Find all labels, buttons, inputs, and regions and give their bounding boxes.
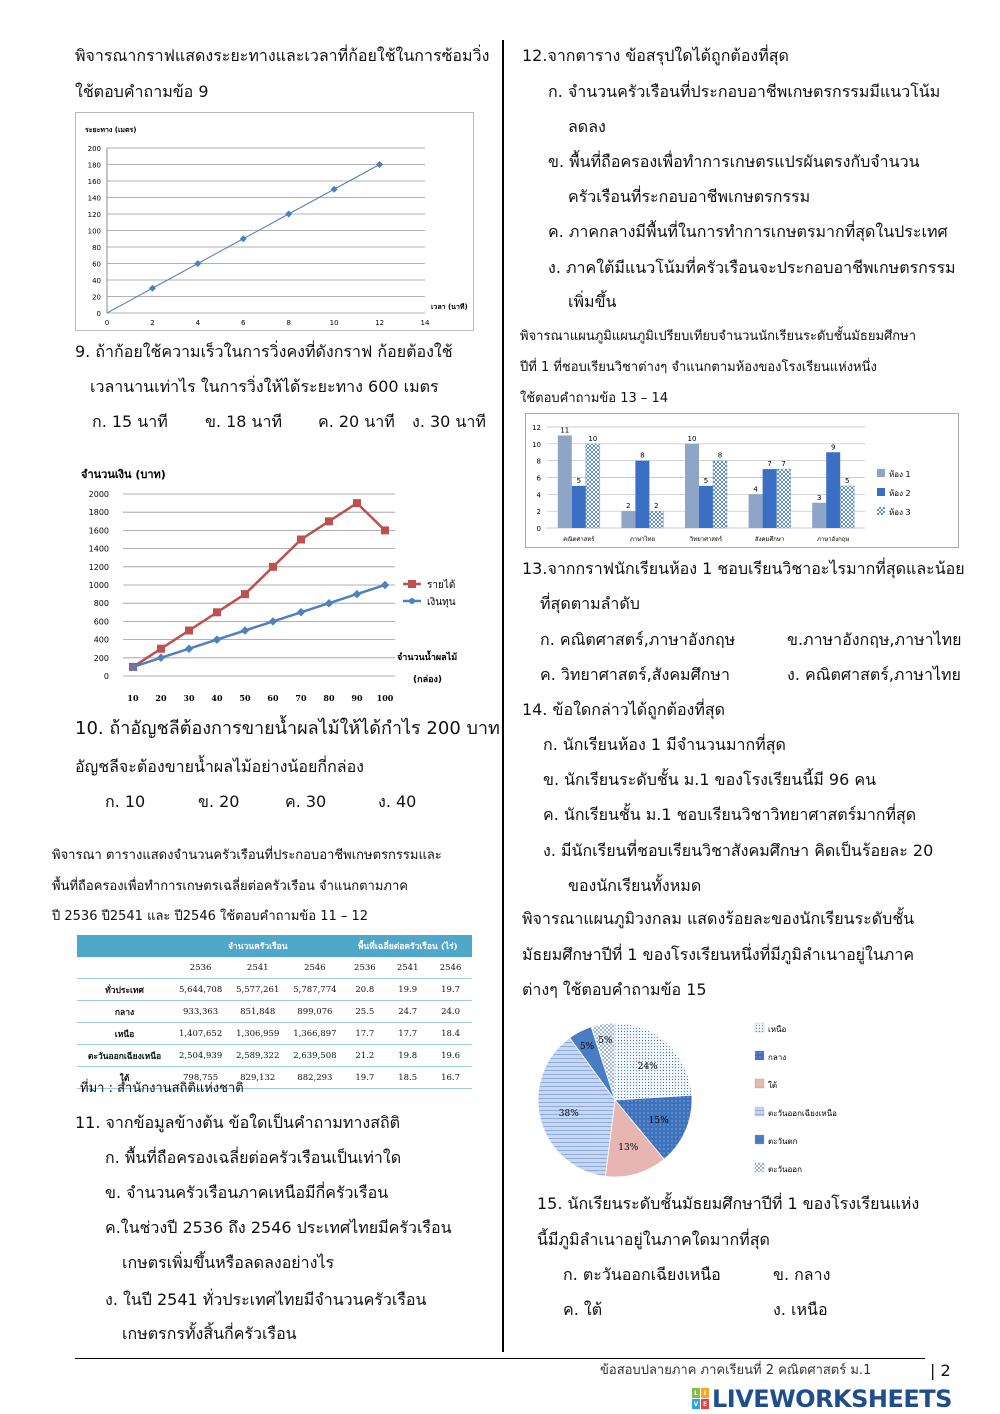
bar-1 [635, 461, 649, 528]
bar-value-label: 11 [560, 426, 570, 435]
question-13: ที่สุดตามลำดับ [540, 594, 640, 613]
bar-value-label: 2 [626, 502, 631, 511]
column-divider [502, 40, 504, 1352]
bar-value-label: 5 [844, 476, 850, 485]
table-cell: 16.7 [429, 1067, 472, 1089]
data-point [297, 608, 305, 616]
x-tick-label: 80 [323, 693, 335, 703]
data-point [241, 626, 249, 634]
liveworksheets-logo: LIVEWORKSHEETS [712, 1385, 952, 1413]
bar-value-label: 3 [816, 493, 822, 502]
x-tick-label: 90 [351, 693, 363, 703]
question-9: 9. ถ้าก้อยใช้ความเร็วในการวิ่งคงที่ดังกราฟ ก้อยต้องใช้ [75, 342, 453, 361]
q12-option-cont: ครัวเรือนที่ระกอบอาชีพเกษตรกรรม [568, 187, 811, 206]
legend-swatch [877, 488, 885, 496]
table-cell: 17.7 [343, 1023, 386, 1045]
footer-text: ข้อสอบปลายภาค ภาคเรียนที่ 2 คณิตศาสตร์ ม.1 [600, 1363, 872, 1378]
question-11: 11. จากข้อมูลข้างต้น ข้อใดเป็นคำถามทางสถิติ [75, 1113, 401, 1132]
intro-q9: พิจารณากราฟแสดงระยะทางและเวลาที่ก้อยใช้ในการซ้อมวิ่ง [75, 46, 490, 65]
data-point [213, 608, 221, 616]
question-15: 15. นักเรียนระดับชั้นมัธยมศึกษาปีที่ 1 ของโรงเรียนแห่ง [537, 1194, 920, 1213]
legend-label: รายได้ [427, 580, 456, 591]
intro-q11: พิจารณา ตารางแสดงจำนวนครัวเรือนที่ประกอบอาชีพเกษตรกรรมและ [52, 848, 442, 863]
legend-swatch [755, 1107, 764, 1116]
intro-q11: พื้นที่ถือครองเพื่อทำการเกษตรเฉลี่ยต่อครัวเรือน จำแนกตามภาค [52, 879, 408, 894]
intro-q15: ต่างๆ ใช้ตอบคำถามข้อ 15 [522, 980, 707, 999]
y-tick-label: 200 [93, 653, 109, 663]
data-point [353, 499, 361, 507]
legend-swatch [755, 1079, 764, 1088]
question-12: 12.จากตาราง ข้อสรุปใดได้ถูกต้องที่สุด [522, 46, 789, 65]
table-year-header: 2541 [229, 957, 286, 979]
y-tick-label: 60 [92, 260, 101, 269]
data-point [269, 563, 277, 571]
legend-label: ห้อง 2 [889, 489, 911, 498]
legend-swatch [877, 469, 885, 477]
subjects-bar-chart [525, 413, 960, 549]
table-row-header: ตะวันออกเฉียงเหนือ [77, 1045, 172, 1067]
question-14: 14. ข้อใดกล่าวได้ถูกต้องที่สุด [522, 700, 726, 719]
x-tick-label: 6 [241, 319, 246, 327]
bar-2 [777, 469, 791, 528]
intro-q13: พิจารณาแผนภูมิแผนภูมิเปรียบเทียบจำนวนนักเรียนระดับชั้นมัธยมศึกษา [520, 329, 917, 344]
legend-swatch [755, 1163, 764, 1172]
y-tick-label: 1800 [88, 508, 109, 518]
y-tick-label: 0 [103, 672, 109, 681]
table-cell: 19.7 [429, 979, 472, 1001]
x-axis-label: จำนวนน้ำผลไม้ [397, 653, 458, 663]
legend-label: ห้อง 1 [889, 470, 911, 479]
y-tick-label: 1200 [88, 562, 109, 572]
badge-letter: E [702, 1400, 708, 1408]
table-cell: 5,787,774 [286, 979, 343, 1001]
legend-label: กลาง [768, 1053, 787, 1062]
bar-1 [826, 452, 840, 528]
y-tick-label: 0 [536, 525, 541, 533]
y-tick-label: 10 [532, 440, 541, 449]
bar-0 [685, 444, 699, 528]
bar-2 [649, 511, 663, 528]
x-tick-label: 4 [195, 319, 201, 327]
data-point [157, 654, 165, 662]
table-row [77, 979, 472, 1001]
x-tick-label: 14 [420, 319, 430, 327]
table-year-header: 2546 [429, 957, 472, 979]
y-tick-label: 4 [536, 491, 541, 500]
table-cell: 20.8 [343, 979, 386, 1001]
q15-option[interactable]: ก. ตะวันออกเฉียงเหนือ [563, 1265, 721, 1284]
table-year-header: 2541 [386, 957, 429, 979]
q14-option[interactable]: ข. นักเรียนระดับชั้น ม.1 ของโรงเรียนนี้มี 96 คน [543, 770, 877, 789]
table-cell: 5,644,708 [172, 979, 229, 1001]
table-source: ที่มา : สำนักงานสถิติแห่งชาติ [80, 1081, 244, 1096]
table-cell: 25.5 [343, 1001, 386, 1023]
table-cell: 21.2 [343, 1045, 386, 1067]
bar-0 [558, 435, 572, 528]
data-point [381, 581, 389, 589]
y-tick-label: 80 [92, 244, 101, 252]
table-cell: 5,577,261 [229, 979, 286, 1001]
bar-value-label: 9 [830, 443, 836, 452]
x-tick-label: 30 [183, 693, 195, 703]
q13-option[interactable]: ง. คณิตศาสตร์,ภาษาไทย [787, 665, 961, 684]
legend-marker [408, 580, 416, 588]
q9-option[interactable]: ก. 15 นาที [92, 412, 168, 431]
legend-label: ตะวันตก [768, 1137, 798, 1146]
table-row-header: ทั่วประเทศ [77, 979, 172, 1001]
legend-marker [409, 598, 415, 604]
y-tick-label: 2 [536, 508, 541, 517]
x-axis-label: (กล่อง) [413, 675, 442, 685]
q12-option[interactable]: ค. ภาคกลางมีพื้นที่ในการทำการเกษตรมากที่สุดในประเทศ [548, 222, 948, 241]
y-tick-label: 8 [536, 457, 541, 466]
y-tick-label: 180 [87, 161, 101, 170]
x-tick-label: ภาษาอังกฤษ [816, 536, 850, 543]
table-cell: 882,293 [286, 1067, 343, 1089]
q10-option[interactable]: ข. 20 [198, 792, 240, 811]
legend-label: ใต้ [768, 1081, 778, 1090]
q12-option[interactable]: ข. พื้นที่ถือครองเพื่อทำการเกษตรแปรผันตรงกับจำนวน [548, 152, 920, 171]
y-tick-label: 1400 [88, 544, 109, 554]
table-cell: 19.7 [343, 1067, 386, 1089]
table-cell: 17.7 [386, 1023, 429, 1045]
pie-value-label: 5% [598, 1036, 613, 1047]
x-tick-label: วิทยาศาสตร์ [689, 536, 723, 543]
legend-swatch [755, 1051, 764, 1060]
bar-0 [621, 511, 635, 528]
bar-value-label: 2 [654, 502, 659, 511]
legend-swatch [877, 507, 885, 515]
x-tick-label: 10 [329, 319, 339, 327]
q10-option[interactable]: ค. 30 [285, 792, 327, 811]
q15-option[interactable]: ค. ใต้ [563, 1300, 603, 1319]
y-tick-label: 800 [93, 599, 109, 609]
table-row-header: กลาง [77, 1001, 172, 1023]
legend-label: ห้อง 3 [889, 508, 911, 517]
table-cell: 933,363 [172, 1001, 229, 1023]
bar-value-label: 8 [717, 451, 723, 460]
table-cell: 18.5 [386, 1067, 429, 1089]
x-tick-label: 10 [127, 693, 139, 703]
table-year-header: 2536 [343, 957, 386, 979]
x-tick-label: 20 [155, 693, 167, 703]
badge-letter: L [692, 1388, 700, 1398]
table-cell: 1,366,897 [286, 1023, 343, 1045]
table-cell: 1,407,652 [172, 1023, 229, 1045]
data-point [269, 617, 277, 625]
q14-option-cont: ของนักเรียนทั้งหมด [568, 876, 702, 895]
q11-option-cont: เกษตรเพิ่มขึ้นหรือลดลงอย่างไร [122, 1253, 335, 1272]
legend-swatch [755, 1023, 764, 1032]
bar-0 [812, 503, 826, 528]
x-tick-label: 0 [104, 319, 110, 327]
households-table [77, 935, 472, 1089]
table-cell: 851,848 [229, 1001, 286, 1023]
intro-q11: ปี 2536 ปี2541 และ ปี2546 ใช้ตอบคำถามข้อ 11 – 12 [52, 909, 369, 924]
bar-2 [586, 444, 600, 528]
data-point [157, 645, 165, 653]
table-row [77, 1045, 472, 1067]
x-tick-label: 50 [239, 693, 251, 703]
liveworksheets-badge-icon [692, 1388, 709, 1410]
table-cell: 24.7 [386, 1001, 429, 1023]
table-cell: 798,755 [172, 1067, 229, 1089]
x-tick-label: 8 [286, 319, 291, 327]
y-tick-label: 140 [87, 194, 101, 203]
bar-value-label: 10 [588, 434, 598, 443]
bar-0 [749, 494, 763, 528]
pie-value-label: 24% [637, 1062, 658, 1073]
q10-option[interactable]: ง. 40 [378, 792, 417, 811]
series-line-1 [133, 585, 385, 667]
q15-option[interactable]: ข. กลาง [773, 1265, 831, 1284]
question-9: เวลานานเท่าไร ในการวิ่งให้ได้ระยะทาง 600 เมตร [90, 377, 439, 396]
data-point [381, 526, 389, 534]
x-tick-label: 12 [375, 319, 385, 327]
data-point [213, 635, 221, 643]
bar-value-label: 5 [703, 476, 709, 485]
table-group-header: พื้นที่เฉลี่ยต่อครัวเรือน (ไร่) [343, 935, 472, 957]
legend-label: เงินทุน [427, 597, 456, 608]
y-tick-label: 200 [87, 145, 101, 153]
y-tick-label: 12 [532, 424, 541, 432]
data-point [241, 590, 249, 598]
x-tick-label: สังคมศึกษา [754, 536, 785, 543]
distance-time-chart [75, 112, 475, 332]
bar-value-label: 5 [576, 476, 582, 485]
bar-value-label: 7 [767, 460, 772, 469]
table-cell: 18.4 [429, 1023, 472, 1045]
question-10: 10. ถ้าอัญชลีต้องการขายน้ำผลไม้ให้ได้กำไร 200 บาท [75, 718, 500, 739]
intro-q13: ปีที่ 1 ที่ชอบเรียนวิชาต่างๆ จำแนกตามห้องของโรงเรียนแห่งหนึ่ง [520, 360, 877, 375]
table-cell: 19.9 [386, 979, 429, 1001]
data-point [325, 517, 333, 525]
question-10: อัญชลีจะต้องขายน้ำผลไม้อย่างน้อยกี่กล่อง [75, 757, 364, 776]
q11-option[interactable]: ค.ในช่วงปี 2536 ถึง 2546 ประเทศไทยมีครัวเรือน [105, 1218, 452, 1237]
x-tick-label: ภาษาไทย [629, 536, 655, 543]
y-axis-label: จำนวนเงิน (บาท) [81, 468, 166, 481]
bar-2 [840, 486, 854, 528]
q11-option[interactable]: ข. จำนวนครัวเรือนภาคเหนือมีกี่ครัวเรือน [105, 1183, 389, 1202]
legend-label: ตะวันออกเฉียงเหนือ [768, 1109, 837, 1118]
table-group-header: จำนวนครัวเรือน [172, 935, 343, 957]
x-tick-label: 100 [376, 693, 394, 703]
legend-label: เหนือ [768, 1025, 787, 1034]
intro-q13: ใช้ตอบคำถามข้อ 13 – 14 [520, 391, 669, 406]
hometown-pie-chart [530, 1015, 870, 1185]
data-point [353, 590, 361, 598]
legend-label: ตะวันออก [768, 1165, 802, 1174]
question-13: 13.จากกราฟนักเรียนห้อง 1 ชอบเรียนวิชาอะไรมากที่สุดและน้อย [522, 559, 965, 578]
y-tick-label: 20 [92, 293, 101, 302]
data-point [325, 599, 333, 607]
y-tick-label: 1000 [88, 581, 109, 590]
q10-option[interactable]: ก. 10 [105, 792, 146, 811]
data-point [185, 644, 193, 652]
table-cell: 2,639,508 [286, 1045, 343, 1067]
pie-value-label: 15% [648, 1115, 669, 1126]
y-tick-label: 0 [96, 310, 101, 318]
footer-rule [75, 1358, 925, 1359]
q13-option[interactable]: ค. วิทยาศาสตร์,สังคมศึกษา [540, 665, 730, 684]
table-cell: 2,589,322 [229, 1045, 286, 1067]
y-tick-label: 400 [93, 635, 109, 645]
table-year-header: 2536 [172, 957, 229, 979]
bar-2 [713, 461, 727, 528]
table-cell: 24.0 [429, 1001, 472, 1023]
table-row [77, 1023, 472, 1045]
q9-option[interactable]: ง. 30 นาที [412, 412, 486, 431]
table-cell: 2,504,939 [172, 1045, 229, 1067]
table-row-header: เหนือ [77, 1023, 172, 1045]
bar-value-label: 4 [753, 485, 758, 494]
table-cell: 899,076 [286, 1001, 343, 1023]
q12-option[interactable]: ง. ภาคใต้มีแนวโน้มที่ครัวเรือนจะประกอบอาชีพเกษตรกรรม [548, 258, 956, 277]
q11-option-cont: เกษตรกรทั้งสิ้นกี่ครัวเรือน [122, 1324, 297, 1343]
q12-option-cont: ลดลง [568, 117, 606, 136]
pie-value-label: 13% [618, 1142, 639, 1153]
bar-value-label: 8 [640, 451, 645, 460]
table-row-header: ใต้ [77, 1067, 172, 1089]
x-tick-label: 70 [295, 693, 307, 703]
badge-letter: I [701, 1388, 709, 1398]
y-axis-label: ระยะทาง (เมตร) [85, 126, 137, 134]
x-tick-label: 2 [150, 319, 155, 327]
intro-q15: มัธยมศึกษาปีที่ 1 ของโรงเรียนหนึ่งที่มีภูมิลำเนาอยู่ในภาค [522, 945, 915, 964]
bar-1 [572, 486, 586, 528]
bar-1 [763, 469, 777, 528]
y-tick-label: 1600 [88, 526, 109, 536]
table-year-header: 2546 [286, 957, 343, 979]
q14-option[interactable]: ค. นักเรียนชั้น ม.1 ชอบเรียนวิชาวิทยาศาสตร์มากที่สุด [543, 805, 917, 824]
bar-value-label: 7 [781, 460, 786, 469]
y-tick-label: 6 [536, 474, 541, 483]
bar-value-label: 10 [687, 434, 697, 443]
q13-option[interactable]: ก. คณิตศาสตร์,ภาษาอังกฤษ [540, 630, 736, 649]
table-cell: 1,306,959 [229, 1023, 286, 1045]
y-tick-label: 40 [92, 277, 101, 285]
q12-option-cont: เพิ่มขึ้น [568, 292, 617, 311]
bar-1 [699, 486, 713, 528]
legend-swatch [755, 1135, 764, 1144]
pie-value-label: 5% [579, 1042, 595, 1053]
intro-q15: พิจารณาแผนภูมิวงกลม แสดงร้อยละของนักเรียนระดับชั้น [522, 909, 915, 928]
table-cell: 19.6 [429, 1045, 472, 1067]
q14-option[interactable]: ง. มีนักเรียนที่ชอบเรียนวิชาสังคมศึกษา คิดเป็นร้อยละ 20 [543, 841, 934, 860]
q11-option[interactable]: ง. ในปี 2541 ทั่วประเทศไทยมีจำนวนครัวเรือน [105, 1290, 427, 1309]
x-tick-label: คณิตศาสตร์ [563, 536, 595, 543]
q12-option[interactable]: ก. จำนวนครัวเรือนที่ประกอบอาชีพเกษตรกรรมมีแนวโน้ม [548, 82, 941, 101]
page-number: | 2 [930, 1361, 951, 1380]
table-cell: 19.8 [386, 1045, 429, 1067]
badge-letter: V [693, 1400, 699, 1408]
q14-option[interactable]: ก. นักเรียนห้อง 1 มีจำนวนมากที่สุด [543, 735, 786, 754]
data-point [297, 536, 305, 544]
y-tick-label: 120 [87, 211, 101, 219]
y-tick-label: 600 [93, 617, 109, 627]
table-cell: 829,132 [229, 1067, 286, 1089]
q9-option[interactable]: ข. 18 นาที [205, 412, 283, 431]
pie-value-label: 38% [558, 1108, 579, 1119]
y-tick-label: 100 [87, 227, 101, 236]
data-point [185, 627, 193, 635]
q15-option[interactable]: ง. เหนือ [773, 1300, 828, 1319]
x-tick-label: 60 [267, 693, 279, 703]
x-axis-label: เวลา (นาที) [431, 303, 468, 311]
q9-option[interactable]: ค. 20 นาที [318, 412, 395, 431]
x-tick-label: 40 [211, 693, 223, 703]
table-row [77, 1001, 472, 1023]
question-15: นี้มีภูมิลำเนาอยู่ในภาคใดมากที่สุด [537, 1230, 770, 1249]
y-tick-label: 160 [87, 178, 101, 186]
q13-option[interactable]: ข.ภาษาอังกฤษ,ภาษาไทย [787, 630, 962, 649]
y-tick-label: 2000 [88, 490, 109, 499]
income-cost-chart [75, 460, 485, 710]
intro-q9: ใช้ตอบคำถามข้อ 9 [75, 82, 209, 101]
q11-option[interactable]: ก. พื้นที่ถือครองเฉลี่ยต่อครัวเรือนเป็นเท่าใด [105, 1148, 402, 1167]
